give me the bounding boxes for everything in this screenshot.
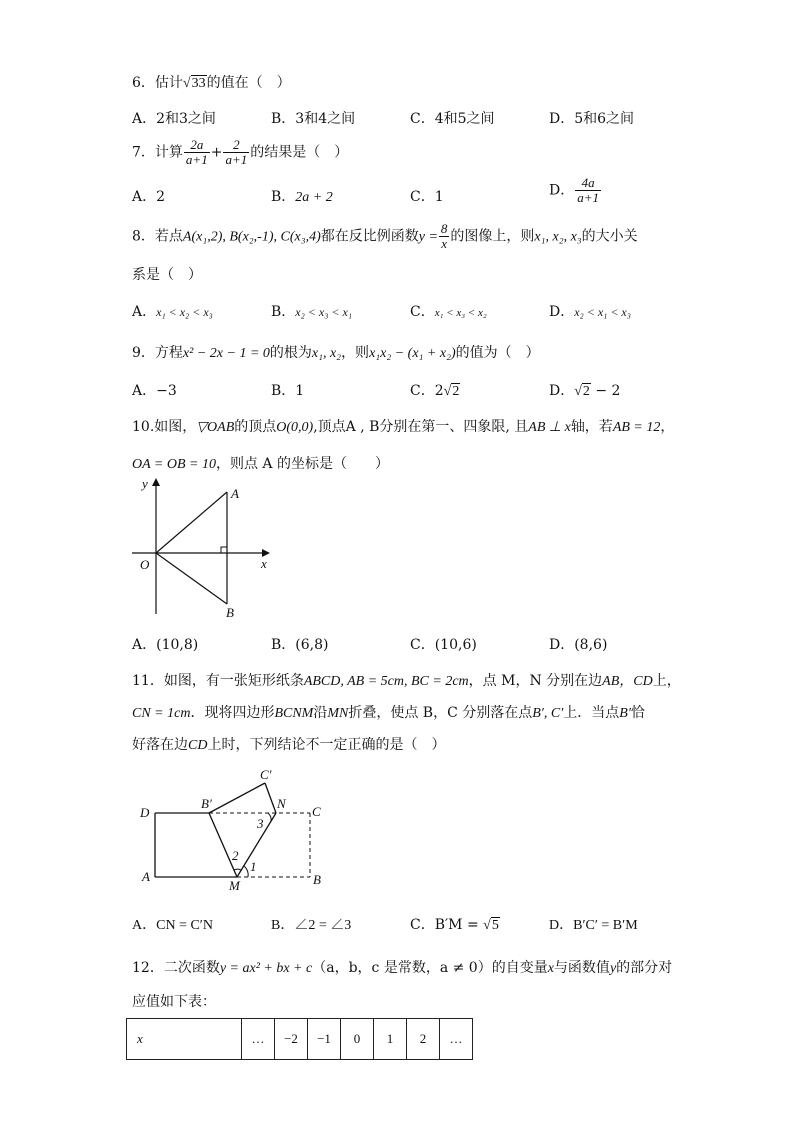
q11-option-c — [410, 914, 500, 934]
q11-line3-b: CD — [188, 738, 208, 753]
question-11-stem-line3 — [132, 734, 445, 754]
question-8-stem — [132, 222, 638, 251]
q7-frac1-num: 2a — [184, 138, 210, 153]
q12-line1-c: 与函数值 — [553, 960, 610, 976]
q10-label-o: O — [140, 557, 150, 572]
q10-figure — [120, 472, 280, 627]
q11-line3-c: 上时，下列结论不一定正确的是（ ） — [207, 737, 446, 753]
q7-option-d-num: 4a — [575, 176, 601, 191]
q7-option-a: A．2 — [132, 189, 166, 205]
q10-segment-ob — [156, 553, 227, 604]
q11-option-c-sqrt: √5 — [483, 918, 499, 933]
q9-equation: x² − 2x − 1 = 0 — [182, 346, 270, 361]
q10-line2-expr: OA = OB = 10 — [132, 457, 216, 472]
q8-option-a-label: A． — [132, 304, 157, 320]
q12-line1-b: （a，b，c 是常数，a ≠ 0）的自变量 — [312, 960, 548, 976]
table-cell: x — [127, 1019, 242, 1060]
q11-line1-a: 11．如图，有一张矩形纸条 — [132, 673, 304, 689]
q9-text-b: 的根为 — [269, 345, 312, 361]
q6-option-a: A．2和3之间 — [132, 111, 216, 127]
q7-fraction-1 — [184, 138, 210, 167]
q11-option-c-label: C．B′M = — [410, 917, 484, 933]
q10-triangle: ▽OAB — [196, 420, 235, 435]
q11-label-d: D — [140, 805, 150, 820]
q8-text-a: 8．若点 — [132, 228, 183, 245]
q9-option-c-rad: 2 — [452, 384, 460, 399]
q6-option-b: B．3和4之间 — [271, 111, 356, 127]
q9-option-c-sqrt: √2 — [443, 384, 460, 399]
q6-option-d: D．5和6之间 — [549, 111, 635, 127]
table-cell: 2 — [407, 1019, 440, 1060]
q8-option-b-expr: x₂ < x₃ < x₁ — [295, 305, 352, 319]
q8-text-d: 的大小关 — [581, 228, 638, 245]
q6-text-a: 6．估计 — [132, 75, 183, 91]
q11-option-c-rad: 5 — [491, 918, 499, 933]
q9-expr: x₁x₂ − (x₁ + x₂) — [369, 346, 456, 361]
q11-label-2: 2 — [232, 848, 239, 863]
question-11-stem-line1 — [132, 670, 681, 690]
q7-option-d-label: D． — [549, 182, 575, 199]
q11-label-b: B — [313, 872, 321, 887]
q10-label-a: A — [231, 486, 239, 501]
table-row — [127, 1019, 473, 1060]
q10-segment-oa — [156, 492, 227, 553]
q8-option-b — [271, 301, 352, 321]
q7-plus: + — [210, 144, 223, 161]
q8-fraction — [439, 222, 450, 251]
q8-option-c-label: C． — [410, 304, 435, 320]
table-cell: 1 — [374, 1019, 407, 1060]
q11-angle-1-arc — [244, 866, 248, 877]
q8-option-a-expr: x₁ < x₂ < x₃ — [156, 305, 213, 319]
q10-text-b: 的顶点 — [234, 419, 277, 435]
q11-label-m: M — [229, 878, 240, 893]
q11-line2-e: 折叠，使点 B，C 分别落在点 — [348, 705, 533, 721]
q8-option-a — [132, 301, 213, 321]
q11-edge-bpcp — [209, 783, 265, 813]
q7-fraction-2 — [223, 138, 249, 167]
q12-line1-a: 12．二次函数 — [132, 960, 220, 976]
q7-text-b: 的结果是（ ） — [250, 144, 349, 161]
q9-option-d-rad: 2 — [582, 384, 590, 399]
q10-label-b: B — [226, 605, 234, 620]
q10-option-a: A．(10,8) — [132, 637, 199, 653]
q10-label-x: x — [261, 556, 267, 571]
q7-frac2-den: a+1 — [225, 152, 248, 167]
q11-line3-a: 好落在边 — [132, 737, 188, 753]
q11-line1-c: AB，CD — [602, 674, 653, 689]
q9-text-a: 9．方程 — [132, 345, 183, 361]
q8-option-d-expr: x₂ < x₁ < x₃ — [574, 305, 631, 319]
q11-option-d: D．B′C′ = B′M — [549, 918, 638, 933]
question-10-stem-line2 — [132, 453, 389, 473]
table-cell: −2 — [275, 1019, 308, 1060]
q11-line2-d: MN — [327, 706, 349, 721]
q11-angle-2-arc — [234, 869, 241, 870]
q11-edge-cpn — [265, 783, 276, 813]
q7-option-b — [271, 186, 333, 206]
question-12-stem-line1 — [132, 957, 672, 977]
q9-option-c-label: C．2 — [410, 383, 444, 399]
q6-sqrt: √33 — [182, 76, 206, 91]
q10-option-b: B．(6,8) — [271, 637, 329, 653]
q11-line2-expr: CN = 1cm — [132, 706, 191, 721]
q11-line1-b: ，点 M，N 分别在边 — [468, 673, 603, 689]
q7-frac2-num: 2 — [223, 138, 249, 153]
q8-text-c: 的图像上，则 — [450, 228, 535, 245]
q7-option-d-fraction — [575, 176, 601, 205]
q11-label-bprime: B′ — [201, 796, 212, 811]
q8-option-c — [410, 301, 487, 321]
q12-line1-x: x — [547, 961, 554, 976]
q11-label-c: C — [312, 804, 321, 819]
q7-option-b-expr: 2a + 2 — [295, 190, 333, 205]
q7-option-d-den: a+1 — [577, 190, 600, 205]
q11-label-cprime: C′ — [260, 767, 272, 782]
q10-text-d: 轴，若 — [570, 419, 613, 435]
q11-line2-b: BCNM — [274, 706, 314, 721]
q11-line2-f: B′, C′ — [532, 706, 564, 721]
q9-option-d — [549, 380, 620, 400]
q12-line1-expr: y = ax² + bx + c — [219, 961, 313, 976]
q10-perp: AB ⊥ x — [528, 420, 571, 435]
q7-option-d — [549, 176, 602, 205]
q12-line1-d: 的部分对 — [616, 960, 673, 976]
q7-option-b-label: B． — [271, 189, 296, 205]
q11-label-1: 1 — [250, 859, 257, 874]
question-7-stem — [132, 138, 348, 167]
q10-right-angle-mark — [221, 547, 227, 553]
q11-line2-a: ．现将四边形 — [190, 705, 275, 721]
q10-option-c: C．(10,6) — [410, 637, 477, 653]
q7-text-a: 7．计算 — [132, 144, 183, 161]
question-6-stem — [132, 72, 291, 92]
q8-points: A(x₁,2), B(x₂,-1), C(x₃,4) — [182, 229, 321, 245]
table-cell: −1 — [308, 1019, 341, 1060]
q8-frac-den: x — [441, 236, 448, 251]
q11-option-b: B．∠2 = ∠3 — [271, 918, 352, 933]
question-11-stem-line2 — [132, 702, 645, 722]
q9-text-c: ，则 — [341, 345, 370, 361]
q12-value-table — [126, 1018, 473, 1060]
q11-angle-3-arc — [268, 813, 271, 821]
q11-label-3: 3 — [257, 816, 264, 831]
q10-line2-text: ，则点 A 的坐标是（ ） — [215, 456, 389, 472]
q7-frac1-den: a+1 — [185, 152, 208, 167]
table-cell: … — [440, 1019, 473, 1060]
q11-edge-bpm — [209, 813, 237, 877]
question-12-stem-line2: 应值如下表： — [132, 994, 216, 1010]
q9-roots: x₁, x₂ — [311, 346, 342, 361]
q10-origin: O(0,0) — [276, 420, 314, 435]
question-9-stem — [132, 342, 540, 362]
q11-label-n: N — [277, 796, 286, 811]
q11-figure — [130, 760, 340, 900]
table-cell: 0 — [341, 1019, 374, 1060]
q6-option-c: C．4和5之间 — [410, 111, 495, 127]
q8-option-d-label: D． — [549, 304, 575, 320]
table-cell: … — [242, 1019, 275, 1060]
q12-line1-y: y — [609, 961, 617, 976]
q8-text-b: 都在反比例函数 — [320, 228, 419, 245]
q10-option-d: D．(8,6) — [549, 637, 608, 653]
q10-label-y: y — [142, 476, 148, 491]
question-10-stem — [132, 416, 674, 436]
q11-line2-i: 恰 — [630, 705, 645, 721]
q9-option-d-tail: − 2 — [590, 383, 621, 399]
q9-option-d-sqrt: √2 — [574, 384, 590, 399]
q11-label-a: A — [142, 869, 150, 884]
q11-line2-c: 沿 — [313, 705, 328, 721]
q11-option-a: A．CN = C′N — [132, 918, 213, 933]
q8-frac-num: 8 — [440, 221, 448, 236]
q10-text-e: ， — [660, 419, 675, 435]
q9-text-d: 的值为（ ） — [455, 345, 540, 361]
q9-option-b: B．1 — [271, 383, 305, 399]
q8-func: y = — [418, 229, 438, 245]
q11-line2-g: 上．当点 — [563, 705, 620, 721]
question-8-stem-line2: 系是（ ） — [132, 267, 202, 283]
q9-option-a: A．−3 — [132, 383, 177, 399]
q10-ab: AB = 12 — [612, 420, 661, 435]
q8-vars: x₁, x₂, x₃ — [534, 229, 582, 245]
q11-line1-expr: ABCD, AB = 5cm, BC = 2cm — [303, 674, 469, 689]
q8-option-b-label: B． — [271, 304, 296, 320]
q9-option-c — [410, 380, 460, 400]
q10-text-c: ,顶点A , B分别在第一、四象限, 且 — [313, 419, 529, 435]
q11-line2-h: B′ — [619, 706, 631, 721]
q6-sqrt-arg: 33 — [191, 76, 206, 91]
q8-option-d — [549, 301, 631, 321]
q10-text-a: 10.如图， — [132, 419, 197, 435]
q6-text-b: 的值在（ ） — [206, 75, 291, 91]
q11-line1-d: 上， — [652, 673, 681, 689]
q9-option-d-label: D． — [549, 383, 575, 399]
q7-option-c: C．1 — [410, 189, 444, 205]
q10-y-arrow — [152, 478, 160, 486]
q8-option-c-expr: x₁ < x₃ < x₂ — [434, 307, 487, 319]
